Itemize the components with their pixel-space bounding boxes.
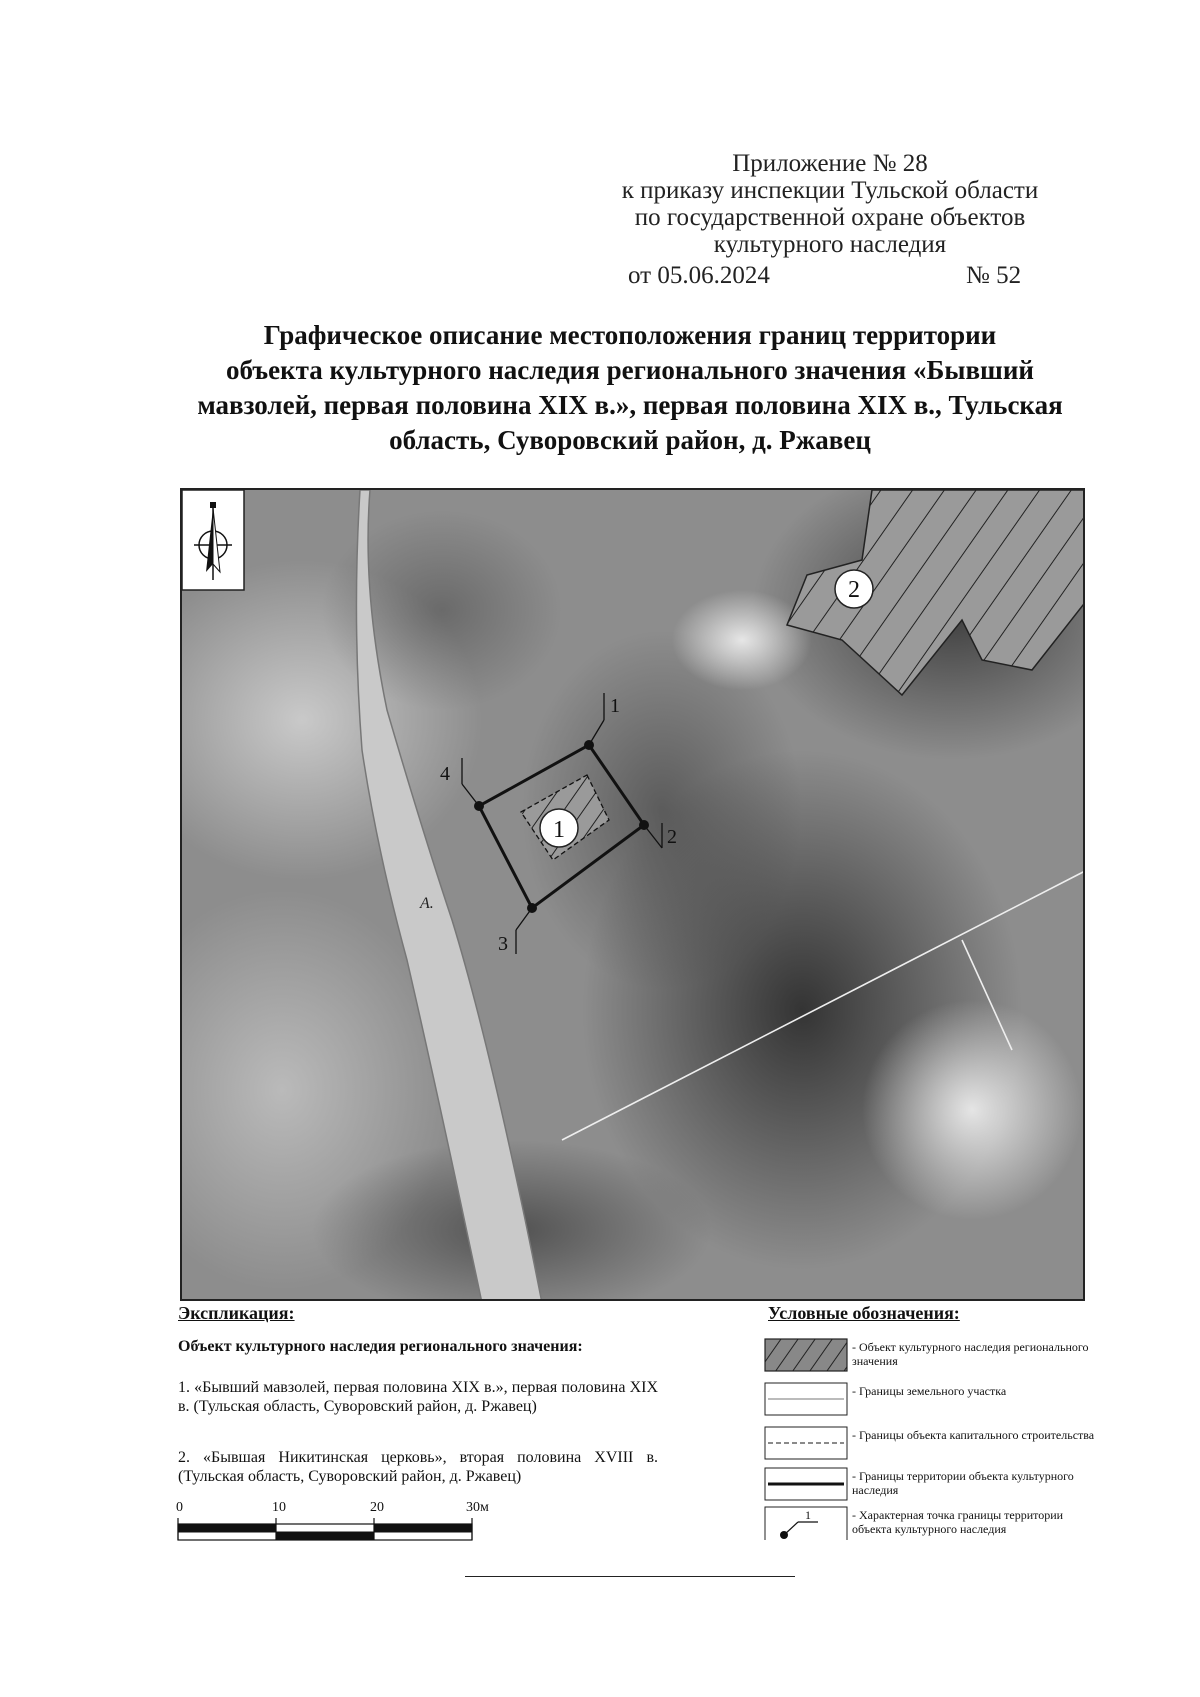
legend-row-territory-boundary [764,1467,1096,1511]
svg-text:3: 3 [498,933,508,955]
appendix-line-1: Приложение № 28 [732,150,928,177]
legend-text-land-boundary: - Границы земельного участка [852,1384,1007,1398]
scale-bar [176,1500,506,1550]
north-arrow-icon [182,490,244,590]
map-svg [182,490,1085,1301]
svg-text:1: 1 [610,695,620,717]
title-line-4: область, Суворовский район, д. Ржавец [389,425,871,455]
appendix-line-3: по государственной охране объектов [634,204,1026,231]
legend-point-symbol [764,1506,848,1540]
legend-row-point [764,1506,1096,1550]
object-2-label: 2 [848,577,860,603]
order-number: № 52 [966,262,1022,289]
legend-land-boundary-symbol [764,1382,848,1416]
explication-item-1: 1. «Бывший мавзолей, первая половина XIX в.», первая половина XIX в. (Тульская область, Суворовский район, д. Ржавец) [178,1379,658,1415]
title-line-1: Графическое описание местоположения границ территории [263,320,997,350]
order-date: от 05.06.2024 [628,262,770,289]
legend-text-building-boundary: - Границы объекта капитального строительства [852,1428,1095,1442]
legend-text-object: - Объект культурного наследия регионального значения [852,1340,1089,1368]
legend-hatch-symbol [764,1338,848,1372]
legend-point-label: 1 [805,1508,811,1522]
legend-heading: Условные обозначения: [768,1303,960,1323]
scale-label-10: 10 [272,1500,286,1515]
svg-text:4: 4 [440,763,450,785]
svg-text:2: 2 [667,826,677,848]
scale-label-20: 20 [370,1500,384,1515]
road-label: А. [420,895,434,912]
object-1-label: 1 [553,817,565,843]
appendix-block [560,150,1100,258]
explication-subheading: Объект культурного наследия регионального значения: [178,1338,583,1355]
scale-bar-graphic [176,1500,506,1550]
explication-heading: Экспликация: [178,1303,295,1323]
legend-row-building-boundary [764,1426,1096,1470]
legend-row-object [764,1338,1096,1382]
title-line-3: мавзолей, первая половина XIX в.», первая половина XIX в., Тульская [197,390,1063,420]
page-title [150,318,1110,458]
title-line-2: объекта культурного наследия регионального значения «Бывший [226,355,1034,385]
appendix-line-4: культурного наследия [713,231,947,258]
appendix-line-2: к приказу инспекции Тульской области [621,177,1039,204]
bottom-rule [465,1576,795,1577]
legend-text-point: - Характерная точка границы территории объекта культурного наследия [852,1508,1064,1536]
map-panel [180,488,1085,1301]
scale-label-30: 30м [466,1500,489,1515]
scale-label-0: 0 [176,1500,183,1515]
legend-text-territory-boundary: - Границы территории объекта культурного наследия [852,1469,1074,1497]
legend-territory-boundary-symbol [764,1467,848,1501]
legend-building-boundary-symbol [764,1426,848,1460]
legend-row-land-boundary [764,1382,1096,1426]
explication-item-2: 2. «Бывшая Никитинская церковь», вторая половина XVIII в. (Тульская область, Суворовский район, д. Ржавец) [178,1449,658,1485]
